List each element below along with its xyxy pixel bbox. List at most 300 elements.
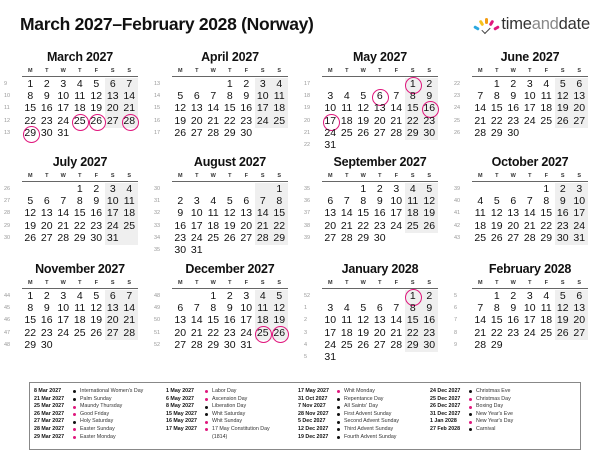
week-row	[4, 207, 144, 220]
calendar-date: 13	[190, 102, 203, 115]
week-number: 49	[154, 305, 161, 312]
calendar-date: 4	[259, 290, 266, 302]
calendar-date: 22	[273, 219, 286, 232]
holiday-name: First Advent Sunday	[344, 410, 392, 417]
calendar-date: 12	[357, 314, 370, 327]
weekday-label: T	[528, 173, 532, 179]
holiday-name: New Year's Eve	[476, 410, 513, 417]
calendar-date: 1	[27, 290, 34, 302]
calendar-date: 18	[207, 219, 220, 232]
week-row	[154, 290, 294, 303]
calendar-date: 25	[207, 231, 220, 244]
timeanddate-sunburst-icon	[473, 16, 499, 34]
weekday-label: T	[495, 280, 499, 286]
weekday-label: M	[477, 173, 483, 179]
calendar-date: 12	[556, 302, 569, 315]
weekday-label: T	[378, 280, 382, 286]
calendar-date: 30	[423, 126, 436, 139]
legend-column	[166, 388, 270, 441]
week-row	[454, 314, 594, 327]
legend-item	[298, 411, 399, 419]
week-number: 39	[454, 186, 461, 192]
week-row	[4, 78, 144, 91]
week-number: 31	[154, 198, 161, 205]
calendar-date: 23	[240, 114, 253, 127]
calendar-date: 11	[341, 102, 353, 115]
calendar-date: 23	[90, 219, 103, 232]
week-row	[454, 327, 594, 340]
week-row	[4, 290, 144, 303]
calendar-date: 4	[409, 183, 416, 195]
calendar-date: 17	[573, 207, 586, 220]
holiday-date-label: 8 Mar 2027	[34, 388, 62, 394]
calendar-date: 19	[490, 219, 503, 232]
calendar-date: 21	[123, 314, 136, 327]
holiday-date: 17	[322, 115, 339, 128]
week-number: 30	[4, 234, 11, 241]
calendar-date: 30	[223, 338, 236, 351]
week-row	[304, 195, 444, 208]
week-number: 32	[154, 210, 161, 217]
calendar-date: 24	[106, 219, 119, 232]
weekday-label: W	[60, 173, 66, 179]
weekday-label: T	[228, 280, 232, 286]
weekday-label: T	[45, 173, 49, 179]
calendar-date: 29	[207, 338, 220, 351]
legend-item	[430, 426, 513, 434]
week-row	[304, 127, 444, 140]
calendar-date: 25	[340, 338, 353, 351]
week-number: 18	[304, 93, 311, 100]
weekday-label: W	[60, 68, 66, 74]
weekday-header	[322, 68, 438, 77]
calendar-date: 13	[174, 314, 187, 327]
week-row	[304, 232, 444, 245]
holiday-name: Repentance Day	[344, 395, 384, 402]
holiday-name: Christmas Eve	[476, 388, 511, 394]
legend-item	[166, 426, 270, 434]
week-number: 28	[4, 210, 11, 217]
public-holiday-dot-icon	[336, 388, 344, 396]
calendar-date: 13	[106, 302, 119, 315]
week-number: 16	[154, 117, 161, 124]
weekday-label: F	[244, 280, 248, 286]
calendar-date: 5	[177, 90, 184, 103]
calendar-date: 6	[109, 78, 116, 90]
legend-item	[298, 426, 399, 434]
calendar-date: 21	[340, 219, 353, 232]
week-number: 8	[454, 329, 458, 336]
weekday-label: W	[210, 280, 216, 286]
holiday-date-label: 28 Mar 2027	[34, 425, 65, 432]
weekday-label: F	[394, 173, 398, 179]
calendar-date: 7	[259, 195, 266, 208]
week-number: 36	[304, 198, 311, 205]
holiday-date-label: 27 Mar 2027	[34, 418, 65, 425]
week-row	[154, 339, 294, 352]
week-number: 3	[304, 329, 308, 336]
calendar-date: 23	[40, 114, 53, 127]
calendar-date: 1	[76, 183, 83, 195]
calendar-date: 17	[57, 314, 70, 327]
week-row	[454, 290, 594, 303]
calendar-date: 28	[474, 126, 487, 139]
holiday-date-label: 25 Dec 2027	[430, 395, 461, 402]
week-number: 13	[154, 81, 161, 87]
calendar-date: 29	[73, 231, 86, 244]
month-title: April 2027	[201, 50, 259, 64]
calendar-date: 10	[57, 302, 70, 315]
observance-dot-icon	[336, 434, 344, 442]
calendar-date: 2	[559, 183, 566, 195]
holiday-name: Third Advent Sunday	[344, 425, 394, 432]
calendar-date: 17	[57, 102, 70, 115]
calendar-date: 8	[210, 302, 217, 315]
week-row	[454, 220, 594, 233]
public-holiday-dot-icon	[204, 418, 212, 426]
calendar-date: 16	[240, 102, 253, 115]
calendar-date: 9	[426, 302, 433, 315]
calendar-date: 31	[573, 231, 586, 244]
legend-item	[298, 418, 399, 426]
calendar-date: 15	[223, 102, 236, 115]
holiday-date-label: 21 Mar 2027	[34, 395, 65, 402]
week-row	[154, 183, 294, 196]
week-number: 46	[4, 317, 11, 324]
calendar-date: 14	[57, 207, 70, 220]
calendar-date: 22	[406, 326, 419, 339]
calendar-date: 11	[123, 195, 135, 208]
weekday-label: W	[360, 280, 366, 286]
calendar-date: 25	[540, 114, 553, 127]
week-row	[154, 314, 294, 327]
calendar-date: 23	[423, 114, 436, 127]
calendar-date: 26	[490, 231, 503, 244]
holiday-date-label: 17 May 2027	[298, 388, 329, 394]
calendar-date: 17	[324, 326, 337, 339]
calendar-date: 25	[73, 326, 86, 339]
legend-column	[298, 388, 399, 441]
legend-item	[34, 396, 143, 404]
calendar-date: 13	[373, 314, 386, 327]
legend-item	[298, 388, 399, 396]
calendar-date: 29	[273, 231, 286, 244]
week-number: 41	[454, 210, 461, 217]
calendar-date: 6	[510, 195, 517, 208]
calendar-date: 13	[40, 207, 53, 220]
calendar-date: 17	[390, 207, 403, 220]
calendar-date: 2	[226, 290, 233, 302]
holiday-date-label: 28 Nov 2027	[298, 410, 329, 417]
calendar-date: 28	[523, 231, 536, 244]
month-calendar	[300, 262, 450, 367]
holiday-name: Good Friday	[80, 410, 110, 417]
week-row	[154, 327, 294, 340]
month-calendar	[450, 155, 600, 260]
calendar-date: 18	[256, 314, 269, 327]
week-row	[4, 327, 144, 340]
calendar-date: 30	[507, 126, 520, 139]
calendar-date: 28	[256, 231, 269, 244]
calendar-date: 4	[76, 290, 83, 302]
weekday-label: S	[427, 280, 432, 286]
calendar-date: 13	[324, 207, 337, 220]
week-row	[4, 183, 144, 196]
calendar-date: 9	[93, 195, 100, 208]
week-row	[454, 127, 594, 140]
week-row	[154, 90, 294, 103]
legend-item	[430, 411, 513, 419]
calendar-date: 6	[376, 302, 383, 315]
week-row	[4, 115, 144, 128]
holiday-name: Labor Day	[212, 388, 237, 394]
logo-text-time: time	[501, 15, 532, 33]
calendar-date: 26	[556, 326, 569, 339]
week-row	[304, 90, 444, 103]
calendar-date: 3	[259, 78, 266, 90]
calendar-date: 23	[507, 326, 520, 339]
calendar-date: 15	[24, 102, 37, 115]
calendar-date: 31	[57, 126, 70, 139]
week-number: 5	[454, 293, 458, 299]
legend-item	[166, 396, 270, 404]
calendar-date: 11	[74, 302, 86, 315]
holiday-date: 29	[22, 127, 39, 140]
weekday-label: F	[94, 280, 98, 286]
holiday-name: Ascension Day	[212, 395, 248, 402]
week-number: 44	[4, 293, 11, 299]
week-row	[4, 90, 144, 103]
observance-dot-icon	[204, 403, 212, 411]
weekday-label: M	[327, 68, 333, 74]
calendar-date: 2	[426, 78, 433, 90]
holiday-date-label: 31 Dec 2027	[430, 410, 461, 417]
calendar-date: 19	[90, 314, 103, 327]
observance-dot-icon	[72, 388, 80, 396]
calendar-date: 19	[556, 314, 569, 327]
holiday-name: All Saints' Day	[344, 403, 378, 410]
calendar-date: 5	[360, 302, 367, 315]
calendar-date: 27	[373, 338, 386, 351]
week-number: 25	[454, 117, 461, 124]
calendar-date: 16	[423, 314, 436, 327]
week-row	[4, 302, 144, 315]
legend-item	[298, 434, 399, 442]
week-number: 51	[154, 329, 161, 336]
week-number: 1	[304, 305, 308, 312]
holiday-name: Easter Sunday	[80, 425, 115, 432]
calendar-date: 15	[406, 314, 419, 327]
month-calendar	[0, 155, 150, 260]
holiday-name: Carnival	[476, 425, 496, 432]
calendar-date: 15	[490, 102, 503, 115]
calendar-date: 8	[360, 195, 367, 208]
calendar-date: 10	[523, 302, 536, 315]
weekday-header	[22, 173, 138, 182]
calendar-date: 23	[223, 326, 236, 339]
legend-item	[34, 418, 143, 426]
calendar-date: 22	[207, 326, 220, 339]
weekday-label: W	[510, 68, 516, 74]
calendar-date: 10	[573, 195, 586, 208]
week-number: 5	[304, 354, 308, 360]
holiday-date-label: 17 May 2027	[166, 425, 197, 432]
weekday-label: F	[394, 68, 398, 74]
calendar-date: 23	[423, 326, 436, 339]
calendar-date: 29	[490, 126, 503, 139]
weekday-label: S	[260, 68, 265, 74]
calendar-date: 8	[543, 195, 550, 208]
month-calendar	[150, 155, 300, 260]
calendar-date: 16	[556, 207, 569, 220]
weekday-label: W	[510, 280, 516, 286]
holiday-name: Christmas Day	[476, 395, 511, 402]
calendar-date: 25	[123, 219, 136, 232]
week-number: 4	[304, 341, 308, 348]
calendar-date: 7	[193, 302, 200, 315]
weekday-label: F	[244, 68, 248, 74]
week-row	[454, 302, 594, 315]
calendar-date: 12	[174, 102, 187, 115]
week-row	[154, 127, 294, 140]
calendar-date: 18	[340, 326, 353, 339]
week-number: 9	[4, 81, 8, 87]
calendar-date: 7	[477, 302, 484, 315]
calendar-date: 12	[423, 195, 436, 208]
holiday-name: Fourth Advent Sunday	[344, 433, 397, 440]
legend-item	[166, 388, 270, 396]
weekday-header	[322, 280, 438, 289]
calendar-date: 25	[340, 126, 353, 139]
calendar-date: 8	[409, 90, 416, 103]
calendar-date: 27	[190, 126, 203, 139]
weekday-label: M	[477, 68, 483, 74]
calendar-date: 10	[106, 195, 119, 208]
calendar-date: 18	[340, 114, 353, 127]
week-row	[454, 78, 594, 91]
month-title: November 2027	[35, 262, 125, 276]
holiday-legend	[29, 382, 581, 450]
calendar-date: 28	[57, 231, 70, 244]
calendar-date: 20	[507, 219, 520, 232]
weekday-label: S	[560, 280, 565, 286]
logo-text-date: date	[558, 15, 590, 33]
month-calendar	[450, 50, 600, 155]
holiday-date-label: 5 Dec 2027	[298, 418, 326, 425]
weekday-label: S	[127, 68, 132, 74]
month-title: October 2027	[491, 155, 569, 169]
week-number: 39	[304, 234, 311, 241]
calendar-date: 9	[510, 90, 517, 103]
timeanddate-logo[interactable]	[473, 15, 590, 34]
calendar-date: 23	[40, 326, 53, 339]
weekday-label: S	[577, 280, 582, 286]
calendar-date: 26	[223, 231, 236, 244]
holiday-name: Whit Sunday	[212, 418, 243, 425]
calendar-date: 3	[526, 78, 533, 90]
calendar-date: 6	[327, 195, 334, 208]
calendar-date: 16	[90, 207, 103, 220]
week-row	[304, 115, 444, 128]
holiday-name: Second Advent Sunday	[344, 418, 400, 425]
holiday-date-label: 29 Mar 2027	[34, 433, 65, 440]
holiday-date-label: 19 Dec 2027	[298, 433, 329, 440]
calendar-date: 26	[357, 126, 370, 139]
calendar-date: 13	[106, 90, 119, 103]
calendar-date: 14	[390, 102, 403, 115]
month-calendar	[300, 155, 450, 260]
calendar-date: 12	[357, 102, 370, 115]
week-row	[304, 351, 444, 364]
calendar-date: 13	[240, 207, 253, 220]
public-holiday-dot-icon	[468, 418, 476, 426]
calendar-date: 22	[490, 326, 503, 339]
weekday-header	[322, 173, 438, 182]
weekday-label: S	[277, 173, 282, 179]
calendar-date: 15	[73, 207, 86, 220]
week-number: 37	[304, 210, 311, 217]
calendar-date: 19	[90, 102, 103, 115]
weekday-label: T	[78, 280, 82, 286]
holiday-name: 17 May Constitution Day	[212, 425, 270, 432]
weekday-label: T	[45, 280, 49, 286]
week-row	[4, 314, 144, 327]
calendar-date: 16	[223, 314, 236, 327]
week-number: 9	[454, 341, 458, 348]
calendar-date: 7	[60, 195, 67, 208]
holiday-date: 26	[271, 327, 288, 340]
calendar-date: 20	[373, 326, 386, 339]
week-number: 12	[4, 117, 11, 124]
week-number: 34	[154, 234, 161, 241]
holiday-name: Palm Sunday	[80, 395, 112, 402]
weekday-label: T	[45, 68, 49, 74]
calendar-date: 16	[373, 207, 386, 220]
observance-dot-icon	[204, 411, 212, 419]
weekday-label: M	[327, 173, 333, 179]
calendar-date: 16	[507, 102, 520, 115]
calendar-date: 5	[360, 90, 367, 103]
calendar-date: 2	[376, 183, 383, 195]
calendar-date: 15	[207, 314, 220, 327]
calendar-date: 27	[373, 126, 386, 139]
calendar-date: 6	[576, 78, 583, 90]
calendar-date: 13	[573, 90, 586, 103]
week-row	[454, 207, 594, 220]
weekday-label: W	[210, 173, 216, 179]
calendar-date: 3	[393, 183, 400, 195]
calendar-date: 11	[540, 90, 552, 103]
weekday-label: W	[510, 173, 516, 179]
weekday-label: T	[528, 280, 532, 286]
calendar-date: 22	[406, 114, 419, 127]
weekday-label: S	[427, 68, 432, 74]
month-calendar	[150, 262, 300, 367]
public-holiday-dot-icon	[468, 403, 476, 411]
observance-dot-icon	[336, 396, 344, 404]
weekday-label: S	[410, 280, 415, 286]
calendar-date: 4	[543, 290, 550, 302]
calendar-date: 8	[27, 90, 34, 103]
calendar-date: 16	[174, 219, 187, 232]
weekday-label: S	[560, 173, 565, 179]
calendar-date: 24	[523, 326, 536, 339]
calendar-date: 28	[390, 126, 403, 139]
calendar-date: 9	[226, 302, 233, 315]
calendar-date: 9	[43, 90, 50, 103]
calendar-date: 8	[276, 195, 283, 208]
weekday-header	[472, 280, 588, 289]
